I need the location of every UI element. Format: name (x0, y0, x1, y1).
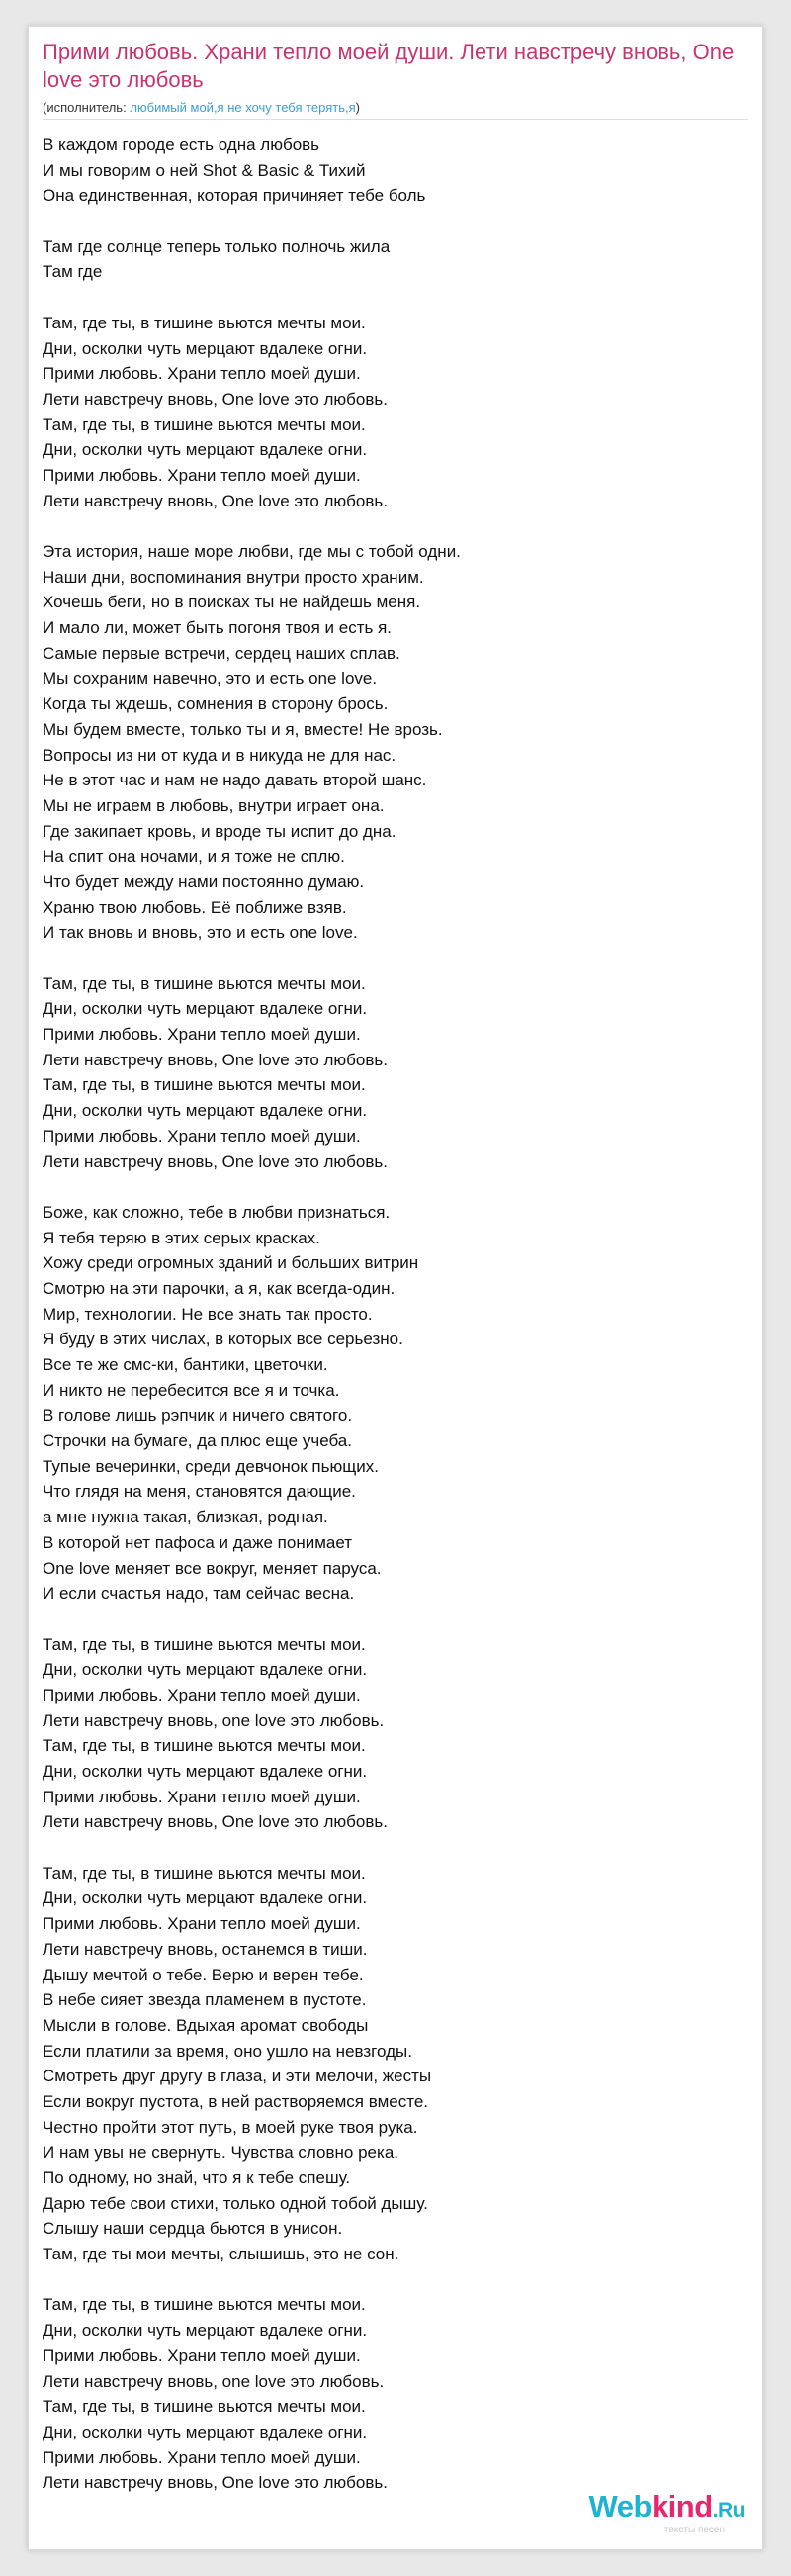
logo-tagline: тексты песен (663, 2525, 725, 2535)
lyric-line: Честно пройти этот путь, в моей руке твоя рука. (43, 2117, 418, 2137)
lyric-line: Вопросы из ни от куда и в никуда не для нас. (43, 745, 396, 765)
lyric-line: Дни, осколки чуть мерцают вдалеке огни. (43, 1888, 368, 1908)
lyric-line: Там, где ты, в тишине вьются мечты мои. (43, 1863, 366, 1883)
lyric-line: Прими любовь. Храни тепло моей души. (43, 1914, 361, 1934)
logo-ru: .Ru (712, 2499, 745, 2522)
lyric-line: Строчки на бумаге, да плюс еще учеба. (43, 1431, 352, 1451)
lyric-line: Когда ты ждешь, сомнения в сторону брось. (43, 694, 389, 714)
lyric-line: Где закипает кровь, и вроде ты испит до дна. (43, 821, 396, 841)
lyric-line: И мы говорим о ней Shot & Basic & Тихий (43, 160, 366, 180)
lyric-line: Мы будем вместе, только ты и я, вместе! Не врозь. (43, 719, 443, 739)
site-logo[interactable] (589, 2491, 745, 2535)
lyrics-card (28, 26, 763, 2550)
lyric-line: Что глядя на меня, становятся дающие. (43, 1482, 356, 1502)
lyric-line (43, 209, 748, 234)
lyric-line: Не в этот час и нам не надо давать второй шанс. (43, 771, 427, 790)
lyric-line (43, 1174, 748, 1200)
lyric-line: Что будет между нами постоянно думаю. (43, 872, 365, 891)
lyric-line: Смотреть друг другу в глаза, и эти мелочи, жесты (43, 2067, 432, 2086)
lyric-line: Прими любовь. Храни тепло моей души. (43, 2346, 361, 2365)
lyric-line: Все те же смс-ки, бантики, цветочки. (43, 1355, 328, 1374)
lyric-line: Лети навстречу вновь, One love это любовь. (43, 1050, 388, 1069)
lyric-line: Наши дни, воспоминания внутри просто храним. (43, 567, 424, 587)
lyric-line: Дни, осколки чуть мерцают вдалеке огни. (43, 999, 368, 1019)
lyric-line: В небе сияет звезда пламенем в пустоте. (43, 1990, 367, 2010)
title-divider (43, 119, 748, 120)
lyric-line (43, 2267, 748, 2293)
lyric-line: На спит она ночами, и я тоже не сплю. (43, 847, 345, 867)
lyric-line: Там, где ты, в тишине вьются мечты мои. (43, 2397, 366, 2417)
lyric-line: Боже, как сложно, тебе в любви признаться. (43, 1202, 391, 1222)
lyric-line: Прими любовь. Храни тепло моей души. (43, 465, 361, 485)
page-title: Прими любовь. Храни тепло моей души. Лети навстречу вновь, One love это любовь (43, 40, 735, 92)
lyric-line: Дни, осколки чуть мерцают вдалеке огни. (43, 2321, 368, 2341)
lyric-line: Там, где ты мои мечты, слышишь, это не сон. (43, 2245, 399, 2264)
lyric-line: И мало ли, может быть погоня твоя и есть я. (43, 618, 393, 638)
lyric-line: Там, где ты, в тишине вьются мечты мои. (43, 1634, 366, 1654)
lyric-line: Эта история, наше море любви, где мы с тобой одни. (43, 542, 461, 561)
lyric-line: Лети навстречу вновь, One love это любовь. (43, 2473, 388, 2493)
lyric-line: Прими любовь. Храни тепло моей души. (43, 1126, 361, 1146)
lyric-line (43, 513, 748, 539)
lyric-line (43, 1835, 748, 1861)
artist-prefix: (исполнитель: (43, 100, 127, 115)
lyric-line: Лети навстречу вновь, one love это любовь. (43, 2371, 385, 2391)
lyric-line: а мне нужна такая, близкая, родная. (43, 1508, 328, 1527)
lyric-line: Тупые вечеринки, среди девчонок пьющих. (43, 1456, 379, 1476)
lyric-line: Лети навстречу вновь, останемся в тиши. (43, 1939, 368, 1959)
lyric-line: Если вокруг пустота, в ней растворяемся вместе. (43, 2091, 428, 2111)
lyric-line: По одному, но знай, что я к тебе спешу. (43, 2168, 351, 2187)
lyric-line: Прими любовь. Храни тепло моей души. (43, 1787, 361, 1806)
lyric-line: Дни, осколки чуть мерцают вдалеке огни. (43, 338, 368, 358)
lyric-line: И если счастья надо, там сейчас весна. (43, 1584, 355, 1604)
lyric-line: Лети навстречу вновь, One love это любовь. (43, 389, 388, 409)
artist-line (43, 100, 360, 115)
lyric-line: Там, где ты, в тишине вьются мечты мои. (43, 1736, 366, 1756)
lyric-line: Дышу мечтой о тебе. Верю и верен тебе. (43, 1965, 364, 1984)
lyric-line (43, 946, 748, 971)
lyric-line: Смотрю на эти парочки, а я, как всегда-один. (43, 1278, 396, 1298)
artist-suffix: ) (355, 100, 360, 115)
lyric-line: Слышу наши сердца бьются в унисон. (43, 2219, 343, 2239)
lyric-line: Хожу среди огромных зданий и больших витрин (43, 1253, 419, 1273)
lyric-line: Там, где ты, в тишине вьются мечты мои. (43, 2295, 366, 2315)
lyric-line: Храню твою любовь. Её поближе взяв. (43, 897, 347, 917)
lyric-line (43, 285, 748, 311)
lyric-line: Прими любовь. Храни тепло моей души. (43, 1025, 361, 1045)
lyric-line: Лети навстречу вновь, One love это любовь. (43, 1151, 388, 1171)
lyric-line: И так вновь и вновь, это и есть one love. (43, 923, 358, 943)
lyric-line: Я буду в этих числах, в которых все серьезно. (43, 1330, 403, 1349)
lyric-line: Лети навстречу вновь, One love это любовь. (43, 1812, 388, 1832)
lyric-line (43, 1607, 748, 1632)
lyric-line: Лети навстречу вновь, one love это любовь. (43, 1710, 385, 1730)
lyric-line: Там, где ты, в тишине вьются мечты мои. (43, 1075, 366, 1095)
lyric-line: Там, где ты, в тишине вьются мечты мои. (43, 414, 366, 434)
lyric-line: Мир, технологии. Не все знать так просто. (43, 1304, 373, 1324)
lyric-line: Мы сохраним навечно, это и есть one love. (43, 669, 378, 689)
lyric-line: В голове лишь рэпчик и ничего святого. (43, 1406, 353, 1426)
lyric-line: Прими любовь. Храни тепло моей души. (43, 2447, 361, 2467)
lyric-line: Там, где ты, в тишине вьются мечты мои. (43, 313, 366, 332)
lyric-line: Там где солнце теперь только полночь жила (43, 236, 391, 256)
lyric-line: Мы не играем в любовь, внутри играет она. (43, 795, 385, 815)
lyric-line: И нам увы не свернуть. Чувства словно река. (43, 2143, 398, 2162)
lyric-line: Самые первые встречи, сердец наших сплав. (43, 643, 400, 663)
lyric-line: Прими любовь. Храни тепло моей души. (43, 364, 361, 384)
lyric-line: Если платили за время, оно ушло на невзгоды. (43, 2041, 412, 2061)
logo-kind: kind (651, 2489, 713, 2524)
lyric-line: Дни, осколки чуть мерцают вдалеке огни. (43, 1762, 368, 1781)
lyric-line: Хочешь беги, но в поисках ты не найдешь меня. (43, 593, 421, 612)
lyric-line: Дни, осколки чуть мерцают вдалеке огни. (43, 2422, 368, 2441)
lyric-line: Дни, осколки чуть мерцают вдалеке огни. (43, 1660, 368, 1680)
lyric-line: Она единственная, которая причиняет тебе боль (43, 186, 426, 206)
lyric-line: Дни, осколки чуть мерцают вдалеке огни. (43, 1101, 368, 1121)
lyric-line: Я тебя теряю в этих серых красках. (43, 1228, 320, 1247)
lyric-line: Прими любовь. Храни тепло моей души. (43, 1685, 361, 1704)
lyrics-text (43, 133, 748, 2496)
lyric-line: One love меняет все вокруг, меняет паруса. (43, 1558, 382, 1578)
lyric-line: Там где (43, 262, 103, 282)
lyric-line: Там, где ты, в тишине вьются мечты мои. (43, 973, 366, 993)
artist-link[interactable]: любимый мой,я не хочу тебя терять,я (130, 100, 356, 115)
lyric-line: Лети навстречу вновь, One love это любовь. (43, 491, 388, 510)
lyric-line: Мысли в голове. Вдыхая аромат свободы (43, 2015, 369, 2035)
lyric-line: Дарю тебе свои стихи, только одной тобой дышу. (43, 2193, 428, 2213)
lyric-line: Дни, осколки чуть мерцают вдалеке огни. (43, 440, 368, 460)
lyric-line: В которой нет пафоса и даже понимает (43, 1532, 353, 1552)
lyric-line: И никто не перебесится все я и точка. (43, 1380, 340, 1400)
lyric-line: В каждом городе есть одна любовь (43, 136, 320, 154)
logo-web: Web (588, 2489, 652, 2524)
